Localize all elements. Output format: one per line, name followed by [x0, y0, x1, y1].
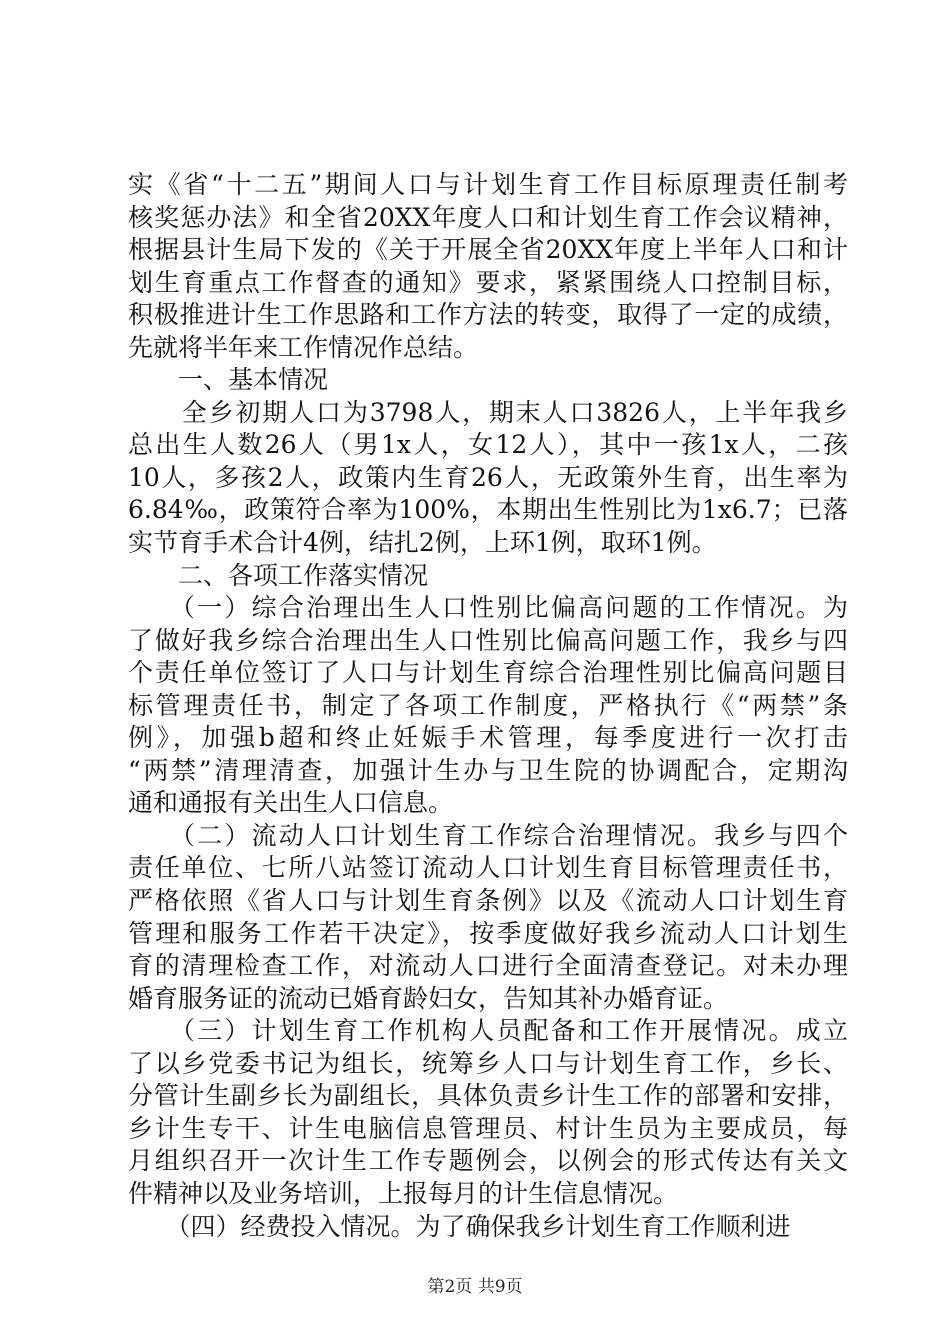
text-line: 个责任单位签订了人口与计划生育综合治理性别比偏高问题目 — [128, 658, 848, 688]
text-line: 先就将半年来工作情况作总结。 — [128, 332, 479, 362]
text-line: “两禁”清理清查，加强计生办与卫生院的协调配合，定期沟 — [128, 755, 848, 785]
text-line: 实节育手术合计4例，结扎2例，上环1例，取环1例。 — [128, 528, 717, 558]
text-line: 婚育服务证的流动已婚育龄妇女，告知其补办婚育证。 — [128, 983, 729, 1013]
text-line: 分管计生副乡长为副组长，具体负责乡计生工作的部署和安排， — [128, 1081, 848, 1111]
text-line: 了以乡党委书记为组长，统筹乡人口与计划生育工作，乡长、 — [128, 1048, 848, 1078]
text-line: 月组织召开一次计生工作专题例会，以例会的形式传达有关文 — [128, 1146, 848, 1176]
text-line: 核奖惩办法》和全省20XX年度人口和计划生育工作会议精神， — [128, 202, 848, 232]
text-line: （四）经费投入情况。为了确保我乡计划生育工作顺利进 — [128, 1211, 791, 1241]
text-line: 积极推进计生工作思路和工作方法的转变，取得了一定的成绩， — [128, 300, 848, 330]
text-line: 一、基本情况 — [128, 365, 329, 395]
text-line: 划生育重点工作督查的通知》要求，紧紧围绕人口控制目标， — [128, 267, 848, 297]
text-line: 责任单位、七所八站签订流动人口计划生育目标管理责任书， — [128, 853, 848, 883]
text-line: 通和通报有关出生人口信息。 — [128, 788, 454, 818]
text-line: 乡计生专干、计生电脑信息管理员、村计生员为主要成员，每 — [128, 1113, 848, 1143]
text-line: 例》，加强b超和终止妊娠手术管理，每季度进行一次打击 — [128, 723, 848, 753]
text-line: 了做好我乡综合治理出生人口性别比偏高问题工作，我乡与四 — [128, 625, 848, 655]
text-line: （三）计划生育工作机构人员配备和工作开展情况。成立 — [128, 1016, 848, 1046]
text-line: 管理和服务工作若干决定》，按季度做好我乡流动人口计划生 — [128, 918, 848, 948]
text-line: 全乡初期人口为3798人，期末人口3826人，上半年我乡 — [128, 397, 848, 427]
text-line: 育的清理检查工作，对流动人口进行全面清查登记。对未办理 — [128, 951, 848, 981]
text-line: 件精神以及业务培训，上报每月的计生信息情况。 — [128, 1178, 679, 1208]
page-footer: 第2页 共9页 — [427, 1277, 523, 1297]
text-line: 二、各项工作落实情况 — [128, 560, 429, 590]
text-line: 标管理责任书，制定了各项工作制度，严格执行《“两禁”条 — [128, 690, 848, 720]
text-line: （一）综合治理出生人口性别比偏高问题的工作情况。为 — [128, 593, 848, 623]
text-line: 严格依照《省人口与计划生育条例》以及《流动人口计划生育 — [128, 886, 848, 916]
text-line: （二）流动人口计划生育工作综合治理情况。我乡与四个 — [128, 820, 848, 850]
text-line: 根据县计生局下发的《关于开展全省20XX年度上半年人口和计 — [128, 235, 848, 265]
text-line: 10人，多孩2人，政策内生育26人，无政策外生育，出生率为 — [128, 462, 848, 492]
text-line: 6.84‰，政策符合率为100%，本期出生性别比为1x6.7；已落 — [128, 495, 848, 525]
text-line: 实《省“十二五”期间人口与计划生育工作目标原理责任制考 — [128, 170, 848, 199]
text-line: 总出生人数26人（男1x人，女12人），其中一孩1x人，二孩 — [128, 430, 848, 460]
body-text — [128, 169, 848, 1243]
